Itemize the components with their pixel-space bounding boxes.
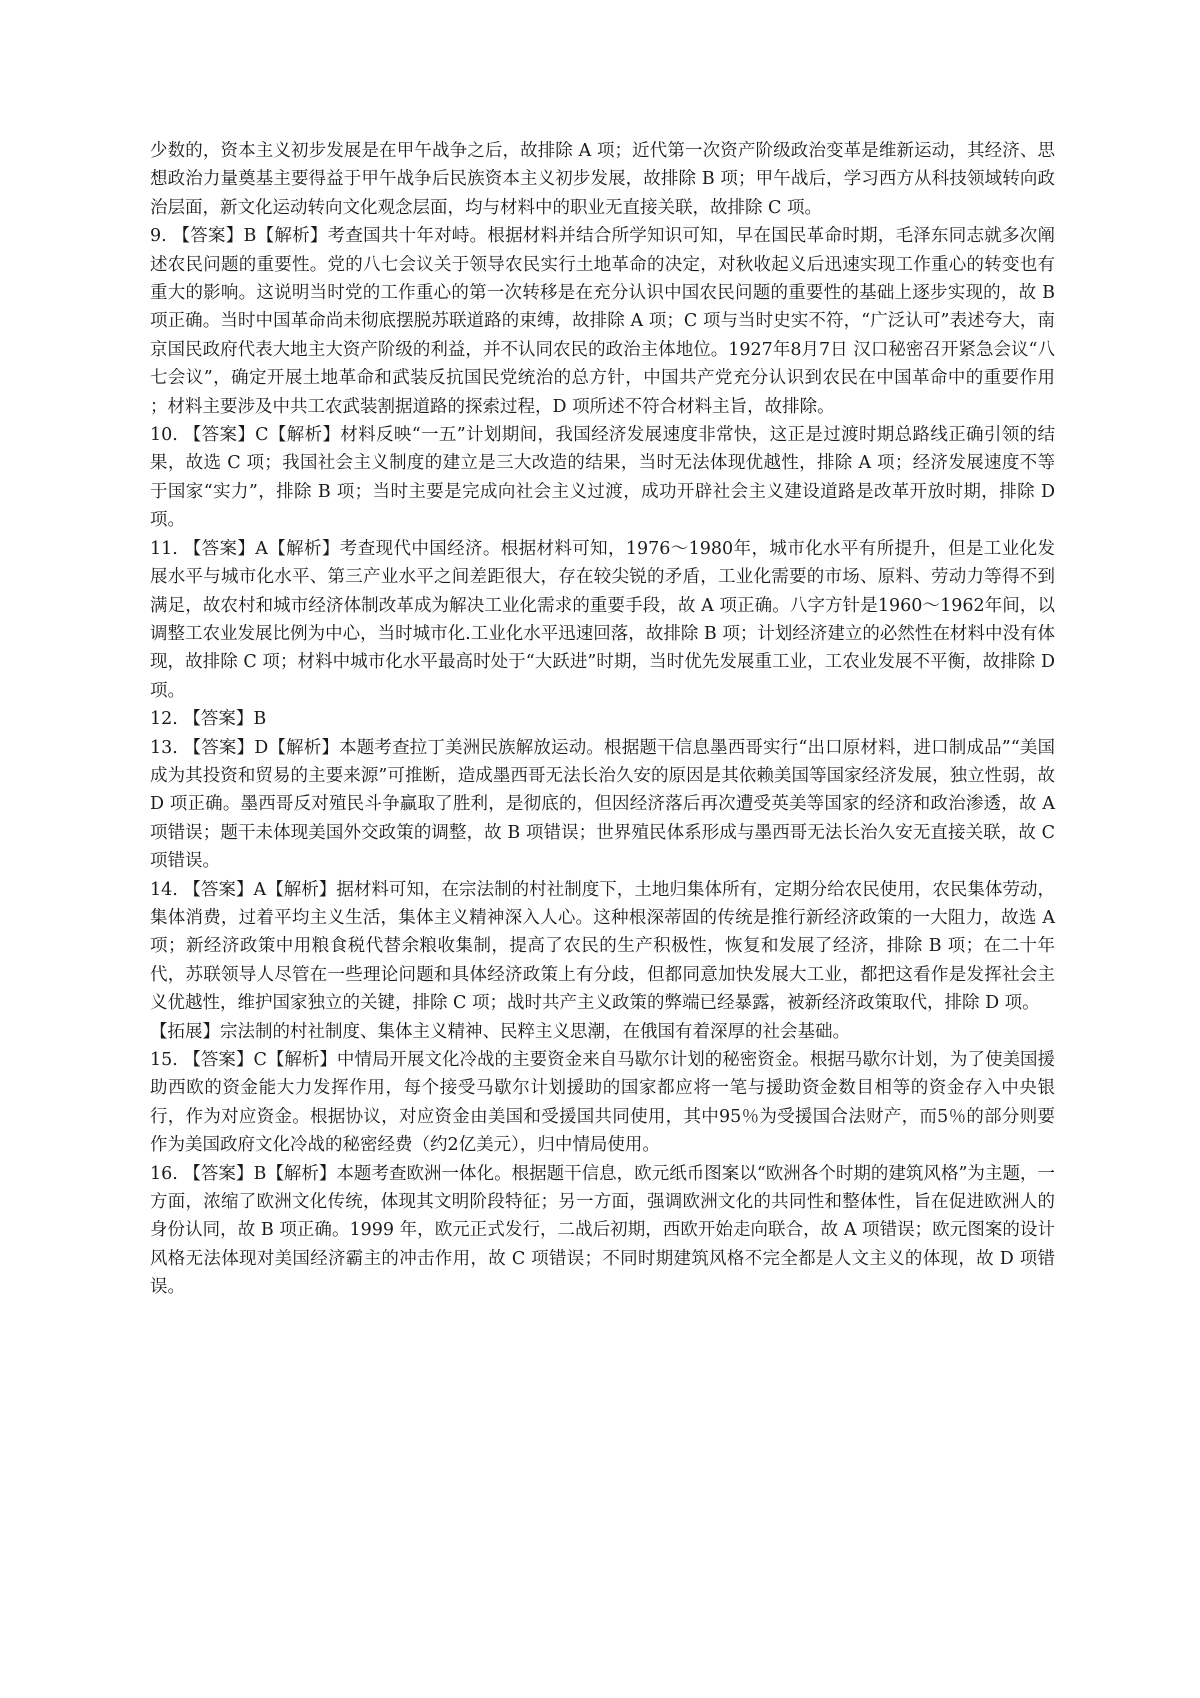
answer-explanation-page — [150, 137, 1055, 1302]
answer-11: 11. 【答案】A【解析】考查现代中国经济。根据材料可知，1976～1980年，城市化水平有所提升，但是工业化发展水平与城市化水平、第三产业水平之间差距很大，存在较尖锐的矛盾，工业化需要的市场、原料、劳动力等得不到满足，故农村和城市经济体制改革成为解决工业化需求的重要手段，故 A 项正确。八字方针是1960～1962年间，以调整工农业发展比例为中心，当时城市化.工业化水平迅速回落，故排除 B 项；计划经济建立的必然性在材料中没有体现，故排除 C 项；材料中城市化水平最高时处于“大跃进”时期，当时优先发展重工业，工农业发展不平衡，故排除 D 项。 — [150, 538, 1055, 701]
answer-12: 12. 【答案】B — [150, 709, 267, 730]
answer-13: 13. 【答案】D【解析】本题考查拉丁美洲民族解放运动。根据题干信息墨西哥实行“出口原材料，进口制成品”“美国成为其投资和贸易的主要来源”可推断，造成墨西哥无法长治久安的原因是其依赖美国等国家经济发展，独立性弱，故 D 项正确。墨西哥反对殖民斗争赢取了胜利，是彻底的，但因经济落后再次遭受英美等国家的经济和政治渗透，故 A 项错误；题干未体现美国外交政策的调整，故 B 项错误；世界殖民体系形成与墨西哥无法长治久安无直接关联，故 C 项错误。 — [150, 737, 1055, 872]
answer-10: 10. 【答案】C【解析】材料反映“一五”计划期间，我国经济发展速度非常快，这正是过渡时期总路线正确引领的结果，故选 C 项；我国社会主义制度的建立是三大改造的结果，当时无法体现优越性，排除 A 项；经济发展速度不等于国家“实力”，排除 B 项；当时主要是完成向社会主义过渡，成功开辟社会主义建设道路是改革开放时期，排除 D 项。 — [150, 425, 1055, 531]
extension-note-14: 【拓展】宗法制的村社制度、集体主义精神、民粹主义思潮，在俄国有着深厚的社会基础。 — [150, 1021, 850, 1042]
answer-15: 15. 【答案】C【解析】中情局开展文化冷战的主要资金来自马歇尔计划的秘密资金。根据马歇尔计划，为了使美国援助西欧的资金能大力发挥作用，每个接受马歇尔计划援助的国家都应将一笔与援助资金数目相等的资金存入中央银行，作为对应资金。根据协议，对应资金由美国和受援国共同使用，其中95％为受援国合法财产，而5％的部分则要作为美国政府文化冷战的秘密经费（约2亿美元），归中情局使用。 — [150, 1050, 1055, 1156]
paragraph-continuation-8: 少数的，资本主义初步发展是在甲午战争之后，故排除 A 项；近代第一次资产阶级政治变革是维新运动，其经济、思想政治力量奠基主要得益于甲午战争后民族资本主义初步发展，故排除 B 项；甲午战后，学习西方从科技领域转向政治层面，新文化运动转向文化观念层面，均与材料中的职业无直接关联，故排除 C 项。 — [150, 141, 1055, 218]
answer-14: 14. 【答案】A【解析】据材料可知，在宗法制的村社制度下，土地归集体所有，定期分给农民使用，农民集体劳动，集体消费，过着平均主义生活，集体主义精神深入人心。这种根深蒂固的传统是推行新经济政策的一大阻力，故选 A 项；新经济政策中用粮食税代替余粮收集制，提高了农民的生产积极性，恢复和发展了经济，排除 B 项；在二十年代，苏联领导人尽管在一些理论问题和具体经济政策上有分歧，但都同意加快发展大工业，都把这看作是发挥社会主义优越性，维护国家独立的关键，排除 C 项；战时共产主义政策的弊端已经暴露，被新经济政策取代，排除 D 项。 — [150, 879, 1055, 1014]
answer-9: 9. 【答案】B【解析】考查国共十年对峙。根据材料并结合所学知识可知，早在国民革命时期，毛泽东同志就多次阐述农民问题的重要性。党的八七会议关于领导农民实行土地革命的决定，对秋收起义后迅速实现工作重心的转变也有重大的影响。这说明当时党的工作重心的第一次转移是在充分认识中国农民问题的重要性的基础上逐步实现的，故 B 项正确。当时中国革命尚未彻底摆脱苏联道路的束缚，故排除 A 项；C 项与当时史实不符，“广泛认可”表述夸大，南京国民政府代表大地主大资产阶级的利益，并不认同农民的政治主体地位。1927年8月7日 汉口秘密召开紧急会议“八七会议”，确定开展土地革命和武装反抗国民党统治的总方针，中国共产党充分认识到农民在中国革命中的重要作用 ；材料主要涉及中共工农武装割据道路的探索过程，D 项所述不符合材料主旨，故排除。 — [150, 226, 1055, 417]
answer-16: 16. 【答案】B【解析】本题考查欧洲一体化。根据题干信息，欧元纸币图案以“欧洲各个时期的建筑风格”为主题，一方面，浓缩了欧洲文化传统，体现其文明阶段特征；另一方面，强调欧洲文化的共同性和整体性，旨在促进欧洲人的身份认同，故 B 项正确。1999 年，欧元正式发行，二战后初期，西欧开始走向联合，故 A 项错误；欧元图案的设计风格无法体现对美国经济霸主的冲击作用，故 C 项错误；不同时期建筑风格不完全都是人文主义的体现，故 D 项错误。 — [150, 1163, 1055, 1298]
